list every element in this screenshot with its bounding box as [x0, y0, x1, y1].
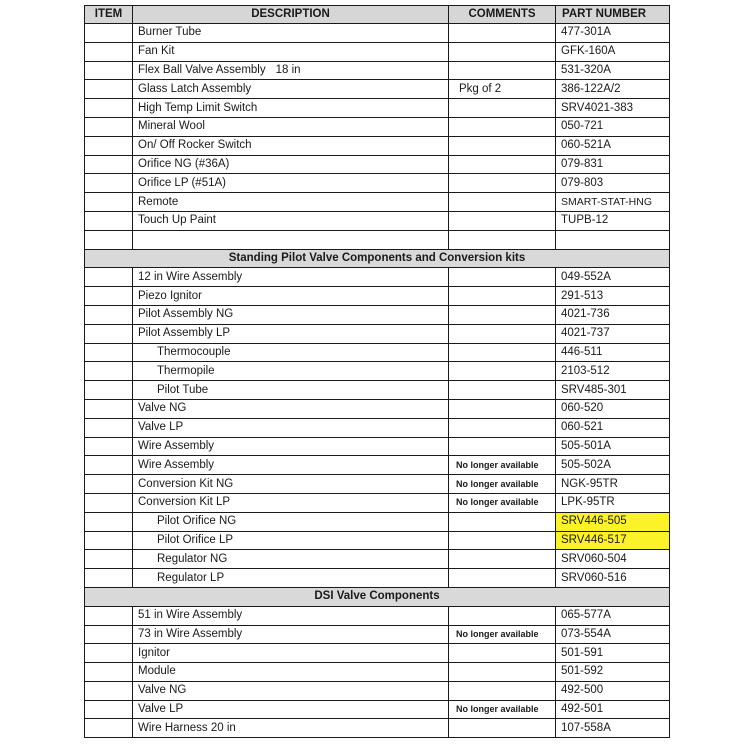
description-text: Mineral Wool [138, 120, 205, 133]
description-text: Flex Ball Valve Assembly [138, 63, 266, 76]
part-number-cell: 060-521A [556, 136, 670, 155]
comment-cell [449, 287, 556, 306]
table-row [85, 399, 670, 418]
table-row [85, 719, 670, 738]
table-row [85, 155, 670, 174]
item-cell [85, 550, 133, 569]
comment-cell [449, 418, 556, 437]
part-number-cell: 505-502A [556, 456, 670, 475]
description-text: Thermocouple [157, 345, 231, 358]
table-row [85, 136, 670, 155]
comment-cell: No longer available [449, 700, 556, 719]
header-item: ITEM [85, 6, 133, 24]
description-cell [133, 42, 449, 61]
description-cell [133, 493, 449, 512]
description-text: Glass Latch Assembly [138, 82, 252, 95]
item-cell [85, 606, 133, 625]
description-text: On/ Off Rocker Switch [138, 139, 252, 152]
table-body [85, 24, 670, 738]
item-cell [85, 512, 133, 531]
section-title: Standing Pilot Valve Components and Conversion kits [85, 249, 670, 268]
comment-cell [449, 193, 556, 212]
comment-cell [449, 606, 556, 625]
description-text: Piezo Ignitor [138, 289, 202, 302]
part-number-cell: 505-501A [556, 437, 670, 456]
part-number-cell: GFK-160A [556, 42, 670, 61]
comment-cell [449, 437, 556, 456]
comment-cell: No longer available [449, 625, 556, 644]
description-cell [133, 211, 449, 230]
part-number-cell: NGK-95TR [556, 475, 670, 494]
description-text: Pilot Orifice LP [157, 533, 234, 546]
description-text: Fan Kit [138, 45, 175, 58]
description-cell [133, 287, 449, 306]
header-description: DESCRIPTION [133, 6, 449, 24]
description-cell [133, 512, 449, 531]
table-row [85, 61, 670, 80]
table-row [85, 381, 670, 400]
description-cell [133, 230, 449, 249]
part-number-cell: 501-592 [556, 663, 670, 682]
description-text: Burner Tube [138, 26, 202, 39]
table-row [85, 268, 670, 287]
description-cell [133, 136, 449, 155]
description-text: Valve LP [138, 703, 184, 716]
description-text: Regulator LP [157, 571, 225, 584]
item-cell [85, 268, 133, 287]
comment-cell [449, 211, 556, 230]
description-text: Touch Up Paint [138, 214, 216, 227]
header-part-number: PART NUMBER [556, 6, 670, 24]
comment-cell [449, 399, 556, 418]
item-cell [85, 117, 133, 136]
description-text: Regulator NG [157, 552, 228, 565]
table-row [85, 681, 670, 700]
description-text: High Temp Limit Switch [138, 101, 258, 114]
table-row [85, 663, 670, 682]
description-cell [133, 305, 449, 324]
comment-cell: No longer available [449, 493, 556, 512]
part-number-cell: SMART-STAT-HNG [556, 193, 670, 212]
section-header-row [85, 249, 670, 268]
item-cell [85, 61, 133, 80]
description-cell [133, 381, 449, 400]
description-text: Valve NG [138, 684, 187, 697]
comment-cell [449, 155, 556, 174]
comment-cell [449, 550, 556, 569]
part-number-cell: SRV446-517 [556, 531, 670, 550]
comment-cell [449, 719, 556, 738]
comment-cell [449, 324, 556, 343]
description-text: Valve LP [138, 421, 184, 434]
item-cell [85, 644, 133, 663]
table-row [85, 99, 670, 118]
table-row [85, 117, 670, 136]
table-row [85, 493, 670, 512]
item-cell [85, 625, 133, 644]
comment-cell [449, 512, 556, 531]
comment-cell [449, 305, 556, 324]
table-row [85, 174, 670, 193]
description-text: Module [138, 665, 176, 678]
table-row [85, 569, 670, 588]
table-row [85, 211, 670, 230]
comment-cell [449, 24, 556, 43]
description-cell [133, 324, 449, 343]
description-cell [133, 437, 449, 456]
table-row [85, 80, 670, 99]
description-text: Pilot Assembly LP [138, 327, 231, 340]
part-number-cell: 477-301A [556, 24, 670, 43]
description-text: Conversion Kit LP [138, 496, 231, 509]
description-cell [133, 24, 449, 43]
description-cell [133, 644, 449, 663]
item-cell [85, 155, 133, 174]
item-cell [85, 80, 133, 99]
item-cell [85, 475, 133, 494]
table-row [85, 305, 670, 324]
item-cell [85, 381, 133, 400]
item-cell [85, 24, 133, 43]
item-cell [85, 493, 133, 512]
description-cell [133, 719, 449, 738]
description-cell [133, 550, 449, 569]
table-row [85, 343, 670, 362]
description-text: Wire Assembly [138, 458, 215, 471]
description-text: 12 in Wire Assembly [138, 270, 243, 283]
part-number-cell: SRV485-301 [556, 381, 670, 400]
table-row [85, 324, 670, 343]
header-row [85, 6, 670, 24]
description-cell [133, 61, 449, 80]
comment-cell [449, 42, 556, 61]
part-number-cell: TUPB-12 [556, 211, 670, 230]
part-number-cell: 060-520 [556, 399, 670, 418]
description-cell [133, 418, 449, 437]
comment-cell [449, 569, 556, 588]
item-cell [85, 569, 133, 588]
item-cell [85, 700, 133, 719]
comment-cell [449, 681, 556, 700]
item-cell [85, 681, 133, 700]
comment-cell [449, 381, 556, 400]
part-number-cell: 079-803 [556, 174, 670, 193]
description-cell [133, 569, 449, 588]
part-number-cell: 4021-736 [556, 305, 670, 324]
description-cell [133, 606, 449, 625]
part-number-cell: 492-500 [556, 681, 670, 700]
item-cell [85, 211, 133, 230]
table-row [85, 512, 670, 531]
item-cell [85, 362, 133, 381]
table-row [85, 644, 670, 663]
item-cell [85, 287, 133, 306]
item-cell [85, 99, 133, 118]
table-row [85, 230, 670, 249]
comment-cell [449, 343, 556, 362]
part-number-cell: 4021-737 [556, 324, 670, 343]
table-row [85, 531, 670, 550]
description-cell [133, 700, 449, 719]
comment-cell [449, 268, 556, 287]
parts-table [84, 5, 670, 738]
comment-cell [449, 174, 556, 193]
part-number-cell: SRV060-504 [556, 550, 670, 569]
comment-cell [449, 230, 556, 249]
part-number-cell: SRV060-516 [556, 569, 670, 588]
description-cell [133, 99, 449, 118]
item-cell [85, 193, 133, 212]
item-cell [85, 437, 133, 456]
table-row [85, 456, 670, 475]
part-number-cell: 501-591 [556, 644, 670, 663]
part-number-cell: 060-521 [556, 418, 670, 437]
comment-cell [449, 663, 556, 682]
part-number-cell: 065-577A [556, 606, 670, 625]
description-text: Wire Assembly [138, 439, 215, 452]
section-title: DSI Valve Components [85, 587, 670, 606]
part-number-cell: 531-320A [556, 61, 670, 80]
comment-cell [449, 99, 556, 118]
item-cell [85, 399, 133, 418]
comment-cell [449, 136, 556, 155]
table-row [85, 606, 670, 625]
table-row [85, 193, 670, 212]
item-cell [85, 663, 133, 682]
description-cell [133, 343, 449, 362]
description-text: Thermopile [157, 364, 215, 377]
part-number-cell [556, 230, 670, 249]
part-number-cell: 446-511 [556, 343, 670, 362]
item-cell [85, 343, 133, 362]
comment-cell: Pkg of 2 [449, 80, 556, 99]
description-extra: 18 in [275, 63, 301, 76]
description-text: Ignitor [138, 646, 170, 659]
table-row [85, 475, 670, 494]
part-number-cell: 2103-512 [556, 362, 670, 381]
description-cell [133, 456, 449, 475]
part-number-cell: 079-831 [556, 155, 670, 174]
description-text: Conversion Kit NG [138, 477, 234, 490]
item-cell [85, 174, 133, 193]
description-cell [133, 193, 449, 212]
item-cell [85, 719, 133, 738]
table-row [85, 24, 670, 43]
comment-cell [449, 531, 556, 550]
item-cell [85, 42, 133, 61]
comment-cell [449, 362, 556, 381]
item-cell [85, 230, 133, 249]
item-cell [85, 305, 133, 324]
comment-cell [449, 61, 556, 80]
table-row [85, 362, 670, 381]
header-comments: COMMENTS [449, 6, 556, 24]
description-text: 51 in Wire Assembly [138, 609, 243, 622]
description-text: Pilot Assembly NG [138, 308, 234, 321]
description-cell [133, 174, 449, 193]
part-number-cell: 386-122A/2 [556, 80, 670, 99]
description-text: Wire Harness 20 in [138, 721, 236, 734]
part-number-cell: LPK-95TR [556, 493, 670, 512]
comment-cell: No longer available [449, 456, 556, 475]
table-row [85, 437, 670, 456]
part-number-cell: 050-721 [556, 117, 670, 136]
part-number-cell: SRV4021-383 [556, 99, 670, 118]
section-header-row [85, 587, 670, 606]
comment-cell [449, 644, 556, 663]
description-cell [133, 681, 449, 700]
description-cell [133, 475, 449, 494]
table-row [85, 700, 670, 719]
item-cell [85, 456, 133, 475]
description-text: Pilot Orifice NG [157, 515, 237, 528]
description-text: Pilot Tube [157, 383, 209, 396]
table-row [85, 625, 670, 644]
part-number-cell: 291-513 [556, 287, 670, 306]
table-row [85, 287, 670, 306]
description-cell [133, 362, 449, 381]
table-row [85, 42, 670, 61]
description-cell [133, 663, 449, 682]
item-cell [85, 418, 133, 437]
description-text: 73 in Wire Assembly [138, 627, 243, 640]
item-cell [85, 324, 133, 343]
comment-cell: No longer available [449, 475, 556, 494]
item-cell [85, 531, 133, 550]
description-cell [133, 80, 449, 99]
part-number-cell: 073-554A [556, 625, 670, 644]
description-cell [133, 531, 449, 550]
description-text: Orifice LP (#51A) [138, 176, 226, 189]
description-text: Remote [138, 195, 179, 208]
part-number-cell: 107-558A [556, 719, 670, 738]
part-number-cell: 492-501 [556, 700, 670, 719]
part-number-cell: 049-552A [556, 268, 670, 287]
description-cell [133, 268, 449, 287]
description-cell [133, 117, 449, 136]
description-cell [133, 399, 449, 418]
part-number-cell: SRV446-505 [556, 512, 670, 531]
description-text: Orifice NG (#36A) [138, 157, 230, 170]
description-cell [133, 155, 449, 174]
description-text: Valve NG [138, 402, 187, 415]
item-cell [85, 136, 133, 155]
table-row [85, 550, 670, 569]
comment-cell [449, 117, 556, 136]
table-row [85, 418, 670, 437]
description-cell [133, 625, 449, 644]
